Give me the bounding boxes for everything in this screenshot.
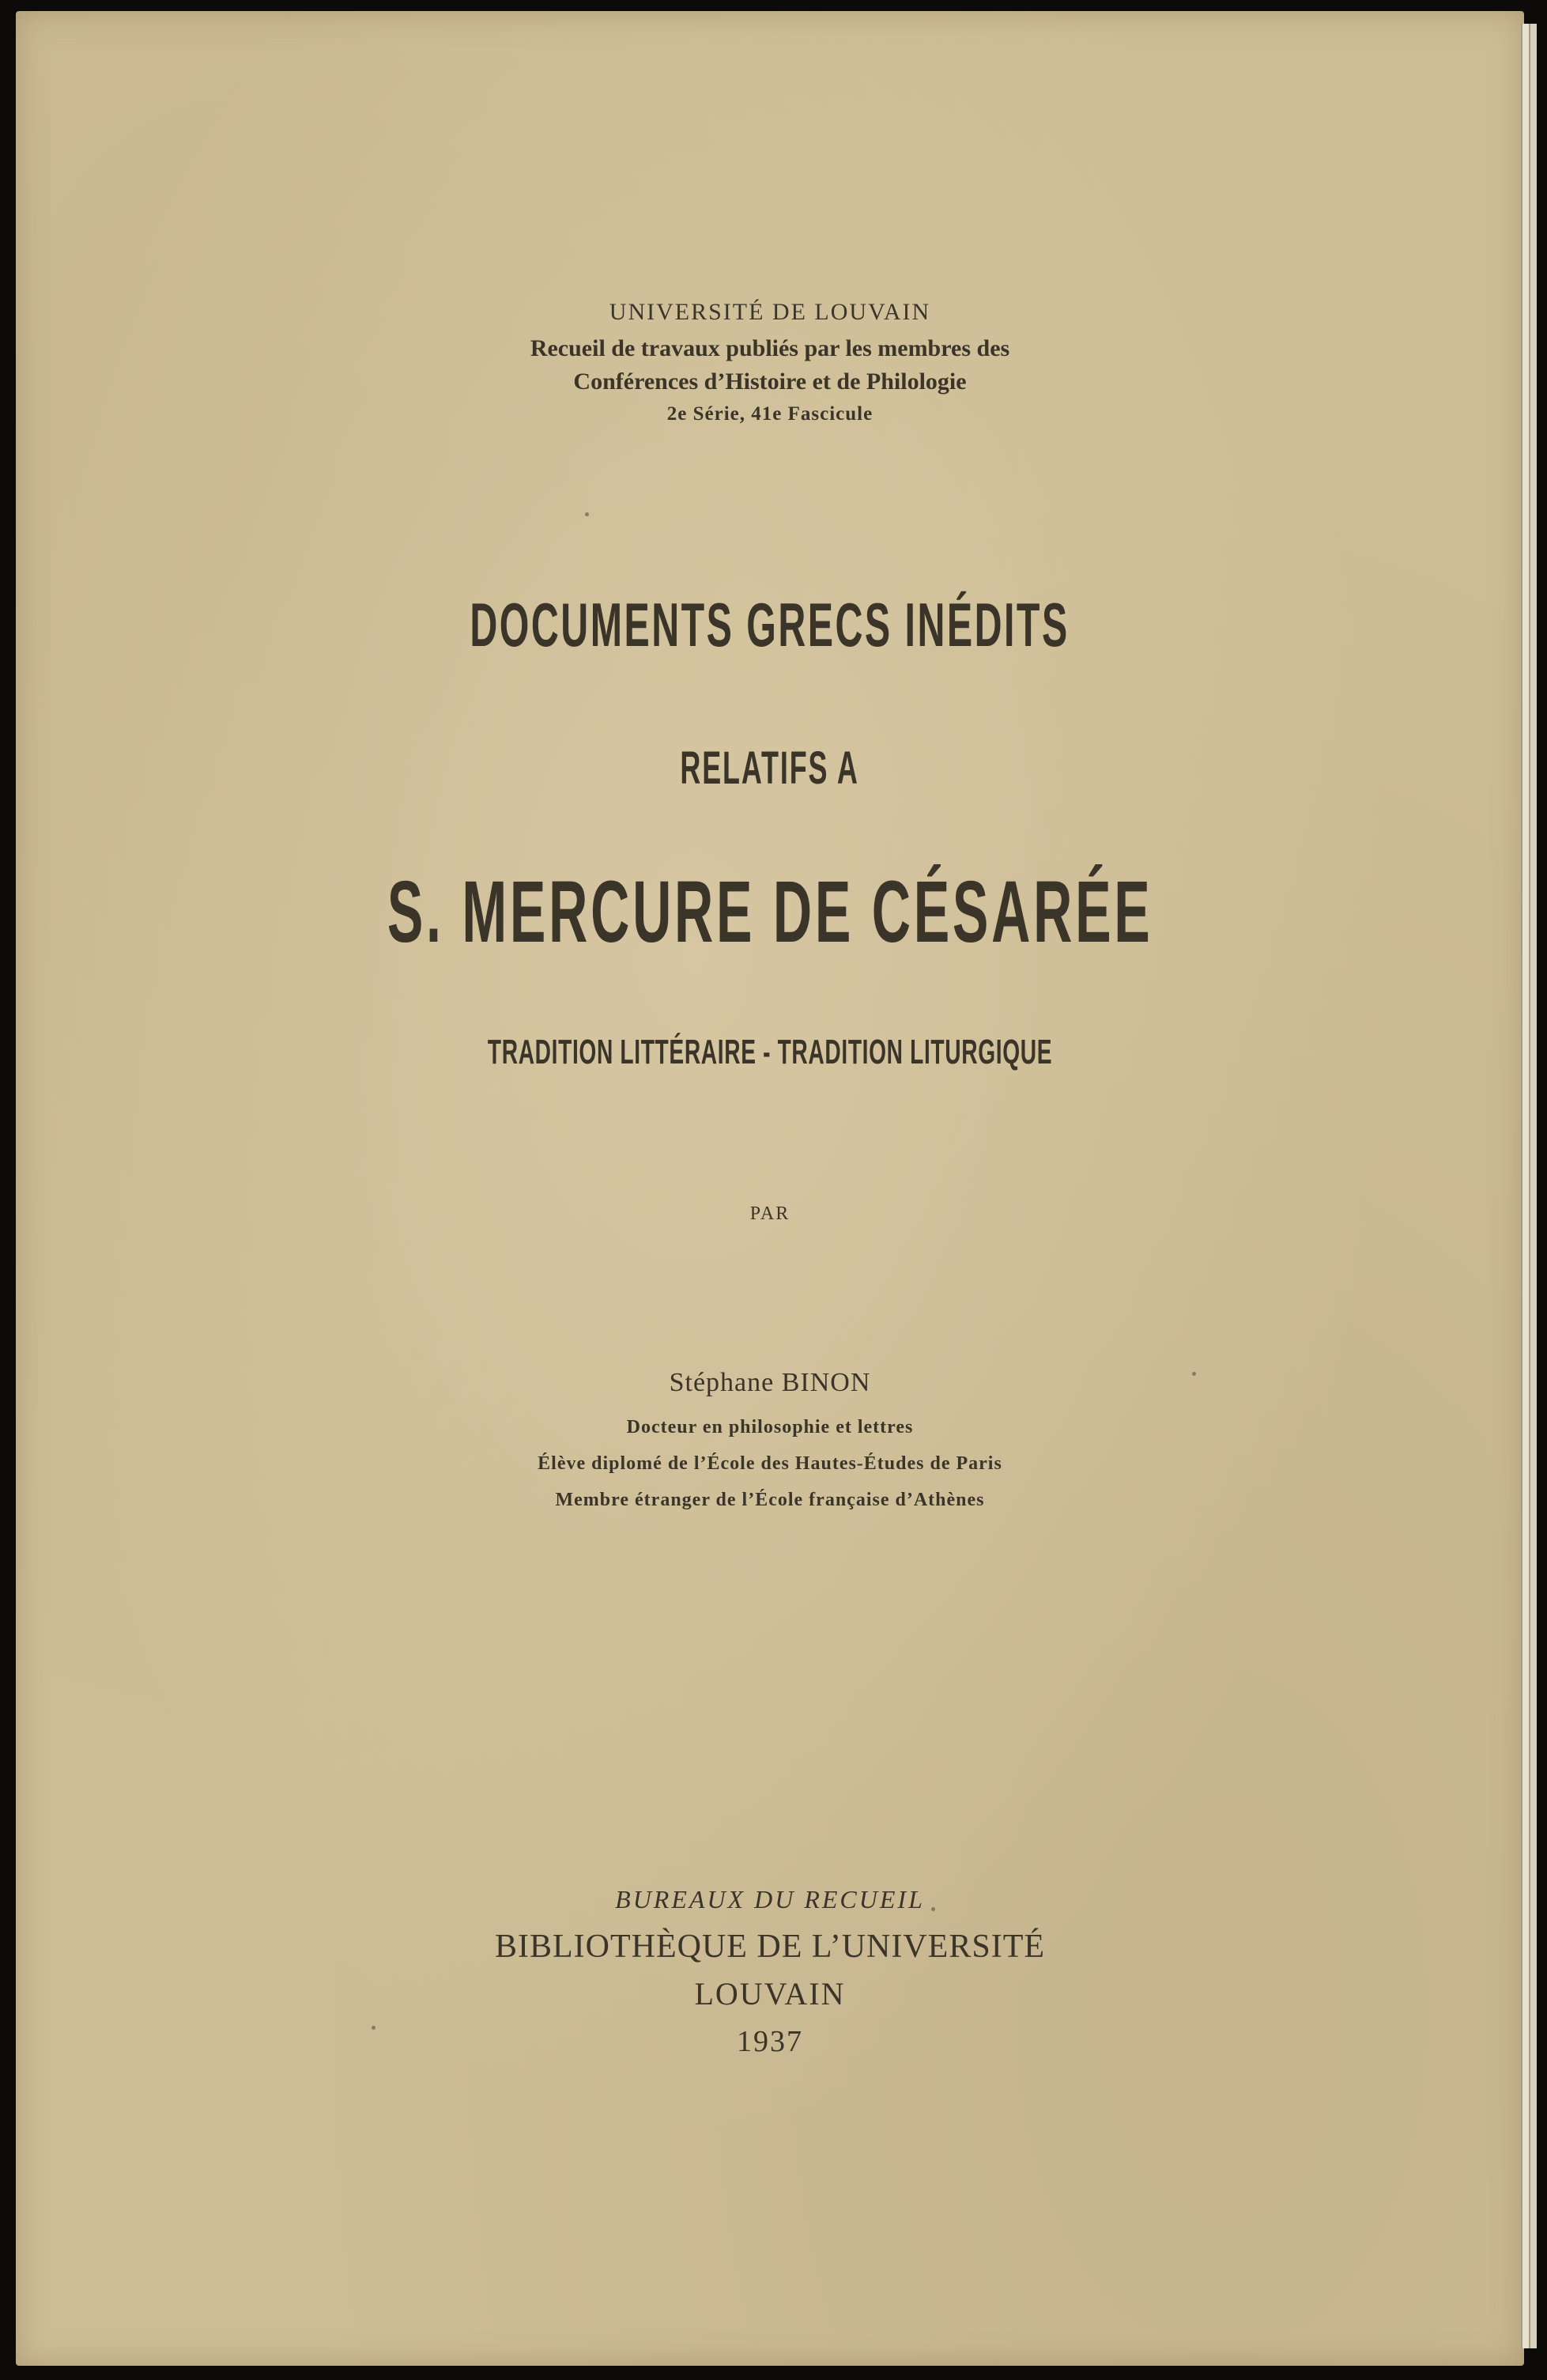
series-number: 2e Série, 41e Fascicule xyxy=(666,403,873,425)
collection-line-1: Recueil de travaux publiés par les membres des xyxy=(530,335,1010,361)
title-line-2 xyxy=(16,742,1524,795)
cover-content xyxy=(16,0,1524,2364)
title-line-1-text: DOCUMENTS GRECS INÉDITS xyxy=(470,590,1070,659)
subtitle xyxy=(16,1033,1524,1072)
author-credential-3: Membre étranger de l’École française d’Athènes xyxy=(555,1490,985,1510)
page-edge xyxy=(1529,24,1537,2348)
author-credential-2: Élève diplomé de l’École des Hautes-Études de Paris xyxy=(538,1453,1002,1474)
author-credential-1: Docteur en philosophie et lettres xyxy=(626,1417,914,1437)
title-line-2-text: RELATIFS A xyxy=(680,742,860,794)
author-name: Stéphane BINON xyxy=(669,1368,871,1397)
publisher-bureaux: BUREAUX DU RECUEIL xyxy=(615,1885,925,1913)
subtitle-text: TRADITION LITTÉRAIRE - TRADITION LITURGIQUE xyxy=(487,1033,1053,1071)
publisher-city: LOUVAIN xyxy=(694,1976,846,2012)
university-name: UNIVERSITÉ DE LOUVAIN xyxy=(609,299,931,325)
title-main-text: S. MERCURE DE CÉSARÉE xyxy=(387,863,1153,961)
publication-year: 1937 xyxy=(737,2025,803,2058)
by-label: PAR xyxy=(749,1203,790,1224)
publisher-library: BIBLIOTHÈQUE DE L’UNIVERSITÉ xyxy=(494,1929,1046,1965)
title-line-1 xyxy=(16,589,1524,661)
collection-line-2: Conférences d’Histoire et de Philologie xyxy=(573,368,967,395)
title-main xyxy=(16,862,1524,962)
